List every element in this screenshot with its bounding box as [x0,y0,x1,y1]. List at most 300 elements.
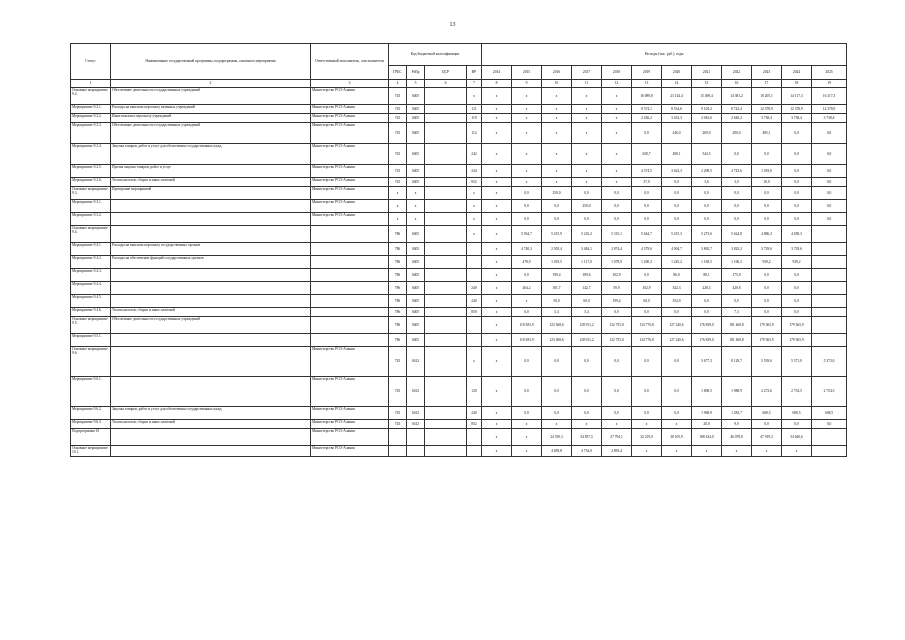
table-cell: x [482,407,512,420]
table-cell: 786 [389,308,407,317]
table-cell: 354,9 [662,295,692,308]
table-cell: x [542,178,572,187]
table-cell: 0405 [407,334,425,347]
table-cell: 0,0 [602,308,632,317]
table-cell: 5 273,6 [692,226,722,243]
table-cell: 0,0 [632,200,662,213]
table-cell: 0,0 [722,187,752,200]
table-cell: 0,0 [782,200,812,213]
table-cell: 745 [389,420,407,429]
table-row [71,429,847,446]
table-cell: 0,0 [542,200,572,213]
table-cell: 745 [389,178,407,187]
table-cell [425,114,467,123]
table-cell [812,295,847,308]
table-cell [812,226,847,243]
header-executor: Ответственный исполнитель, соисполнители [311,44,389,80]
table-cell: 0,0 [542,347,572,377]
table-cell: x [572,165,602,178]
table-cell: Прочая закупка товаров, работ и услуг [111,165,311,178]
header-year: 2015 [512,66,542,80]
table-cell: 0,0 [632,123,662,144]
table-cell: 8 742,4 [722,105,752,114]
table-cell: 264,2 [512,282,542,295]
table-cell: 5 315,1 [602,226,632,243]
table-cell: x [389,187,407,200]
table-cell: 0,0 [512,213,542,226]
table-cell: 50,0 [542,295,572,308]
column-number: 17 [752,80,782,88]
table-cell: x [572,144,602,165]
table-row [71,334,847,347]
table-cell: 0405 [407,178,425,187]
table-cell: 134 776,8 [632,317,662,334]
table-cell [389,429,407,446]
table-cell: 15 498,4 [692,88,722,105]
table-cell: Мероприятие 9.2.4. [71,144,111,165]
table-cell: Мероприятие 9.4.6. [71,308,111,317]
table-cell: 10 205,1 [752,88,782,105]
header-grbs: ГРБС [389,66,407,80]
table-cell: 745 [389,114,407,123]
table-cell: 4 754,0 [572,446,602,457]
table-cell: 5 934,7 [512,226,542,243]
table-cell: 16 089,8 [632,88,662,105]
budget-table-sheet [70,43,846,457]
table-cell: Мероприятие 9.3.2. [71,213,111,226]
table-cell: 5 539,6 [752,347,782,377]
table-cell: Мероприятие 9.4.4. [71,282,111,295]
table-cell: 786 [389,317,407,334]
table-cell: 485,1 [752,123,782,144]
table-cell [425,144,467,165]
table-cell: 0,0 [752,213,782,226]
table-cell [425,226,467,243]
table-cell: 852 [467,178,482,187]
table-cell: Обеспечение деятельности государственных учреждений [111,317,311,334]
table-cell: 102,9 [602,269,632,282]
table-cell: Основное мероприятие 9.2. [71,88,111,105]
table-cell: x [572,123,602,144]
table-cell: x [572,88,602,105]
table-cell: 60,0 [572,295,602,308]
table-cell: 5 216,2 [572,226,602,243]
table-row [71,200,847,213]
table-cell: x [482,317,512,334]
table-cell: 786 [389,334,407,347]
table-cell: x [512,165,542,178]
table-cell: 14 117,3 [782,88,812,105]
table-cell: 3 865,7 [692,243,722,256]
table-cell [467,317,482,334]
table-cell: 4 740,3 [512,243,542,256]
column-number: 2 [111,80,311,88]
column-number: 13 [632,80,662,88]
table-cell: 123 368,6 [542,334,572,347]
table-row [71,377,847,407]
column-number: 4 [389,80,407,88]
table-cell: 188 434,0 [692,429,722,446]
table-cell [425,213,467,226]
table-cell: Мероприятие 9.4.1. [71,243,111,256]
table-cell [311,295,389,308]
table-cell: 250,0 [542,187,572,200]
table-cell: Министерство РСО-Алания [311,178,389,187]
table-cell: 7,3 [722,308,752,317]
table-cell: 20,0 [692,420,722,429]
table-cell: 5 373,0 [812,347,847,377]
table-cell: Министерство РСО-Алания [311,420,389,429]
table-cell: 0,0 [662,347,692,377]
table-cell: 0,0 [602,347,632,377]
table-cell: 4 658,3 [782,226,812,243]
table-cell: x [512,446,542,457]
table-cell: 745 [389,144,407,165]
table-cell: x [482,269,512,282]
table-cell: x [482,420,512,429]
header-budget-code: Код бюджетной классификации [389,44,482,66]
table-row [71,282,847,295]
table-cell: 189,6 [572,269,602,282]
table-cell: x [512,295,542,308]
header-year: 2014 [482,66,512,80]
header-year: 2018 [602,66,632,80]
table-row [71,187,847,200]
table-cell: x [467,187,482,200]
table-cell: 2 754,5 [782,377,812,407]
table-cell: 0,0 [752,295,782,308]
table-cell [407,429,425,446]
table-cell: 420,8 [722,282,752,295]
table-cell: 134 776,8 [632,334,662,347]
table-cell: 0,0 [632,187,662,200]
table-cell: 0,0 [602,407,632,420]
table-cell: 1 019,5 [542,256,572,269]
table-cell: Министерство РСО-Алания [311,407,389,420]
table-cell: 745 [389,165,407,178]
table-cell: 0405 [407,123,425,144]
table-cell: 132 755,0 [602,334,632,347]
table-cell [425,256,467,269]
table-cell: x [512,88,542,105]
table-cell [425,308,467,317]
table-cell: 4 004,7 [662,243,692,256]
header-status: Статус [71,44,111,80]
table-cell: 0,0 [542,213,572,226]
table-cell: 179 365,9 [782,334,812,347]
table-cell [812,308,847,317]
table-cell: 38 105,9 [662,429,692,446]
table-cell: x [512,420,542,429]
table-cell: Основное мероприятие 10.1. [71,446,111,457]
table-cell [425,347,467,377]
table-cell: x [752,446,782,457]
table-cell: 2 743,6 [722,165,752,178]
table-cell: 1 283,7 [722,407,752,420]
table-cell: x [632,420,662,429]
table-cell: 3 622,3 [662,165,692,178]
table-row [71,295,847,308]
table-cell: 176 839,0 [692,317,722,334]
table-cell: 0,0 [692,200,722,213]
table-cell: 786 [389,282,407,295]
table-cell: 60,0 [632,295,662,308]
table-cell: 0,0 [782,308,812,317]
table-cell: x [482,88,512,105]
table-cell: 786 [389,269,407,282]
table-cell: x [512,105,542,114]
table-cell: 0,0 [812,200,847,213]
table-cell: Министерство РСО-Алания [311,105,389,114]
table-cell: 745 [389,407,407,420]
table-cell [311,282,389,295]
table-cell: Министерство РСО-Алания [311,446,389,457]
column-number: 16 [722,80,752,88]
column-number: 19 [812,80,847,88]
table-cell: Уплата налогов, сборов и иных платежей [111,420,311,429]
table-cell: x [542,114,572,123]
table-row [71,347,847,377]
table-cell: Министерство РСО-Алания [311,429,389,446]
table-cell: 1 988,9 [722,377,752,407]
table-row [71,114,847,123]
table-cell: Расходы на обеспечение функций государственных органов [111,256,311,269]
table-cell: 939,2 [782,256,812,269]
table-cell: 0,0 [752,269,782,282]
table-cell: x [512,429,542,446]
header-year: 2020 [662,66,692,80]
table-cell: x [482,446,512,457]
table-cell: x [602,114,632,123]
table-cell [425,282,467,295]
table-cell: x [482,165,512,178]
table-cell: x [542,144,572,165]
table-cell [425,88,467,105]
table-cell [311,334,389,347]
table-cell [111,200,311,213]
table-cell: Министерство РСО-Алания [311,187,389,200]
table-cell: 0,0 [662,187,692,200]
table-cell [425,187,467,200]
table-cell: 0,0 [572,377,602,407]
table-cell: x [602,105,632,114]
table-cell: Мероприятие 9.2.2. [71,114,111,123]
table-cell: x [602,165,632,178]
table-cell: 0,0 [782,295,812,308]
table-cell: 2 640,2 [722,114,752,123]
table-cell: x [542,88,572,105]
table-cell: x [467,213,482,226]
table-cell: Иные выплаты персоналу учреждений [111,114,311,123]
table-cell [467,243,482,256]
table-cell: 0405 [407,317,425,334]
table-cell: x [407,187,425,200]
table-cell: 1 200,3 [632,256,662,269]
table-cell: 0,0 [782,282,812,295]
table-cell: 0405 [407,88,425,105]
table-cell: 4 379,6 [632,243,662,256]
table-cell: x [482,295,512,308]
table-cell: 0,0 [722,200,752,213]
column-number: 18 [782,80,812,88]
table-cell [111,295,311,308]
table-cell: 0412 [407,377,425,407]
table-cell: Уплата налогов, сборов и иных платежей [111,178,311,187]
table-cell [111,429,311,446]
table-cell: x [692,446,722,457]
table-cell: 128 911,2 [572,334,602,347]
header-year: 2023 [752,66,782,80]
table-cell: 54 640,6 [782,429,812,446]
table-cell: 0,0 [632,407,662,420]
table-cell: Проведение мероприятий [111,187,311,200]
table-cell: 269,0 [692,123,722,144]
table-cell: 250,0 [572,200,602,213]
table-cell: 0,0 [572,187,602,200]
table-cell: x [482,178,512,187]
table-cell: 12 378,9 [782,105,812,114]
header-name: Наименование государственной программы, подпрограммы, основного мероприятия [111,44,311,80]
table-row [71,446,847,457]
table-cell: 199,4 [542,269,572,282]
table-cell: x [722,446,752,457]
header-year: 2021 [692,66,722,80]
table-cell: 246,0 [662,123,692,144]
header-csr: ЦСР [425,66,467,80]
table-cell: 850 [467,308,482,317]
table-cell [425,165,467,178]
table-cell: x [602,144,632,165]
table-cell [812,282,847,295]
table-cell: 0,0 [782,420,812,429]
column-number: 7 [467,80,482,88]
table-row [71,420,847,429]
table-cell: 0412 [407,407,425,420]
table-cell: x [542,123,572,144]
table-cell: 2 456,2 [632,114,662,123]
table-cell: x [482,213,512,226]
column-number: 11 [572,80,602,88]
table-cell: 0,0 [782,178,812,187]
table-cell: 2 505,4 [542,243,572,256]
table-cell: 1 698,5 [692,377,722,407]
table-cell: 0405 [407,269,425,282]
table-cell: 0,0 [512,187,542,200]
table-cell: 0405 [407,114,425,123]
table-cell: 127 240,6 [662,317,692,334]
table-row [71,105,847,114]
column-number: 3 [311,80,389,88]
table-cell: x [512,114,542,123]
table-cell: x [542,165,572,178]
header-year: 2016 [542,66,572,80]
table-cell: Расходы на выплаты персоналу казенных учреждений [111,105,311,114]
table-cell: 0405 [407,144,425,165]
table-cell: 0,0 [812,420,847,429]
table-cell: x [467,200,482,213]
table-cell: Основное мероприятие 9.3. [71,187,111,200]
table-cell: Мероприятие 9.6.3. [71,420,111,429]
table-cell: 2 272,6 [752,377,782,407]
table-cell: 5,4 [572,308,602,317]
table-cell: 0,0 [782,123,812,144]
table-cell: 3 452,3 [662,114,692,123]
table-cell: x [482,282,512,295]
table-cell: x [482,256,512,269]
table-cell: x [662,446,692,457]
table-cell: 176 839,0 [692,334,722,347]
table-cell [425,269,467,282]
table-cell [425,420,467,429]
table-cell [425,429,467,446]
table-cell [389,446,407,457]
table-cell: 0,0 [512,200,542,213]
table-cell: 244 [467,165,482,178]
table-cell: Расходы на выплаты персоналу государственных органов [111,243,311,256]
table-cell: 111 [467,105,482,114]
table-cell: Министерство РСО-Алания [311,200,389,213]
table-cell: 0,0 [572,347,602,377]
table-cell: 0,0 [512,377,542,407]
table-cell: x [467,226,482,243]
table-cell [311,317,389,334]
table-cell: 0,0 [662,308,692,317]
table-cell: Мероприятие 9.3.1. [71,200,111,213]
table-cell: 1 245,2 [662,256,692,269]
table-cell: 240 [467,407,482,420]
table-cell: 0,0 [782,165,812,178]
table-cell: 2 874,4 [602,243,632,256]
table-cell: x [389,213,407,226]
table-cell: x [482,105,512,114]
table-cell: 24 539,3 [542,429,572,446]
table-cell: x [482,377,512,407]
table-cell [812,334,847,347]
table-cell: 0,0 [662,407,692,420]
table-cell: x [482,226,512,243]
table-cell: x [389,200,407,213]
table-cell [812,269,847,282]
table-cell: 4 659,8 [542,446,572,457]
table-cell: Министерство РСО-Алания [311,213,389,226]
table-cell: 608,5 [782,407,812,420]
table-cell [311,256,389,269]
table-cell: 242 [467,144,482,165]
table-cell: 0,0 [632,347,662,377]
table-cell: 4 374,5 [632,165,662,178]
table-cell [425,334,467,347]
table-cell: 0,0 [722,295,752,308]
table-cell: 0,0 [812,165,847,178]
table-cell: 745 [389,105,407,114]
table-cell [425,123,467,144]
table-cell [425,178,467,187]
table-cell: x [482,123,512,144]
table-cell: 1 160,3 [722,256,752,269]
table-cell: 3,6 [692,178,722,187]
table-cell: 9,0 [722,420,752,429]
table-cell: Мероприятие 9.6.1. [71,377,111,407]
table-cell: 16 317,3 [812,88,847,105]
table-cell: 0405 [407,165,425,178]
table-cell: 0405 [407,282,425,295]
table-cell: 0,0 [752,144,782,165]
table-cell: 23 144,4 [662,88,692,105]
table-cell [467,429,482,446]
table-cell: Мероприятие 9.5.1. [71,334,111,347]
table-row [71,165,847,178]
table-cell [425,295,467,308]
